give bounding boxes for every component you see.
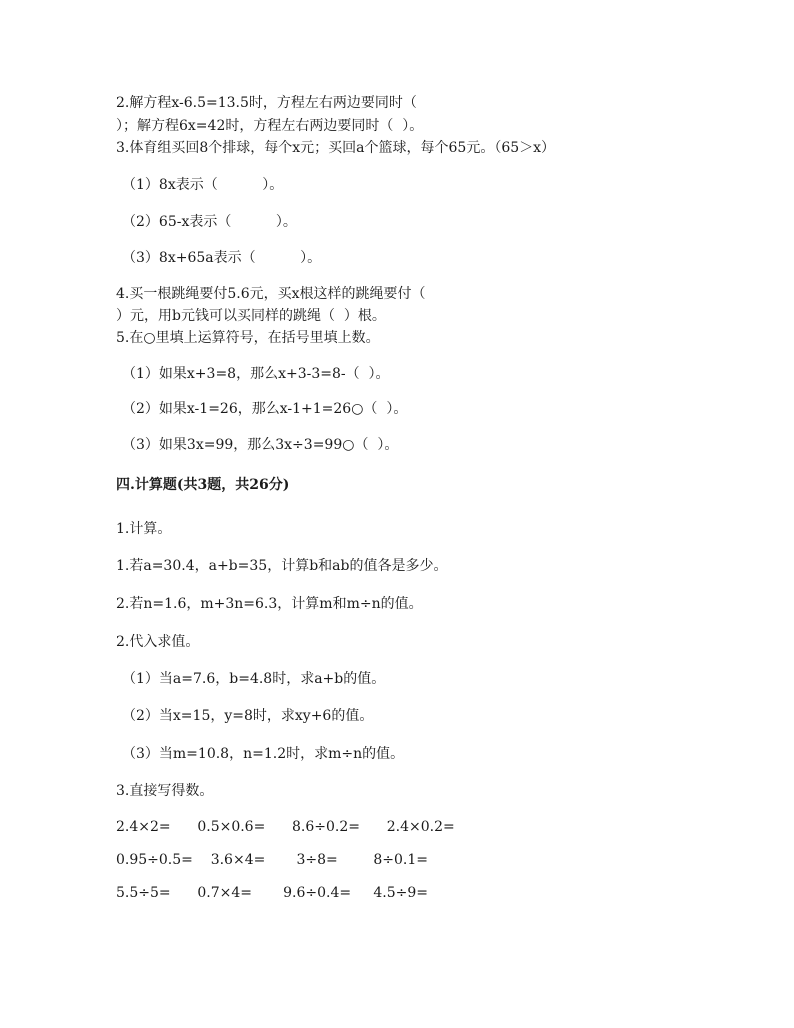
q2-line2: ）；解方程6x=42时，方程左右两边要同时（ ）。 <box>116 118 424 134</box>
q5-sub2: （2）如果x-1=26，那么x-1+1=26○（ ）。 <box>122 401 408 417</box>
q4-line1: 4.买一根跳绳要付5.6元，买x根这样的跳绳要付（ <box>116 286 426 302</box>
q3-stem: 3.体育组买回8个排球，每个x元；买回a个篮球，每个65元。（65＞x） <box>116 140 556 156</box>
q5-sub1: （1）如果x+3=8，那么x+3-3=8-（ ）。 <box>122 366 390 382</box>
calc-q2-sub2: （2）当x=15，y=8时，求xy+6的值。 <box>122 708 374 724</box>
q3-sub3: （3）8x+65a表示（ ）。 <box>122 250 322 266</box>
calc-q3-row3: 5.5÷5= 0.7×4= 9.6÷0.4= 4.5÷9= <box>116 885 428 901</box>
calc-q3-stem: 3.直接写得数。 <box>116 783 214 799</box>
calc-q2-sub1: （1）当a=7.6，b=4.8时，求a+b的值。 <box>122 671 386 687</box>
q3-sub2: （2）65-x表示（ ）。 <box>122 214 297 230</box>
calc-q3-row1: 2.4×2= 0.5×0.6= 8.6÷0.2= 2.4×0.2= <box>116 819 455 835</box>
calc-q1-p2: 2.若n=1.6，m+3n=6.3，计算m和m÷n的值。 <box>116 596 423 612</box>
calc-q2-sub3: （3）当m=10.8，n=1.2时，求m÷n的值。 <box>122 746 405 762</box>
calc-q1-stem: 1.计算。 <box>116 521 172 537</box>
q5-stem: 5.在○里填上运算符号，在括号里填上数。 <box>116 330 380 346</box>
section4-heading: 四.计算题(共3题，共26分) <box>116 477 290 493</box>
calc-q1-p1: 1.若a=30.4，a+b=35，计算b和ab的值各是多少。 <box>116 558 448 574</box>
q5-sub3: （3）如果3x=99，那么3x÷3=99○（ ）。 <box>122 437 399 453</box>
calc-q3-row2: 0.95÷0.5= 3.6×4= 3÷8= 8÷0.1= <box>116 852 428 868</box>
q2-line1: 2.解方程x-6.5=13.5时，方程左右两边要同时（ <box>116 95 417 111</box>
q4-line2: ）元，用b元钱可以买同样的跳绳（ ）根。 <box>116 308 386 324</box>
calc-q2-stem: 2.代入求值。 <box>116 634 200 650</box>
q3-sub1: （1）8x表示（ ）。 <box>122 177 284 193</box>
